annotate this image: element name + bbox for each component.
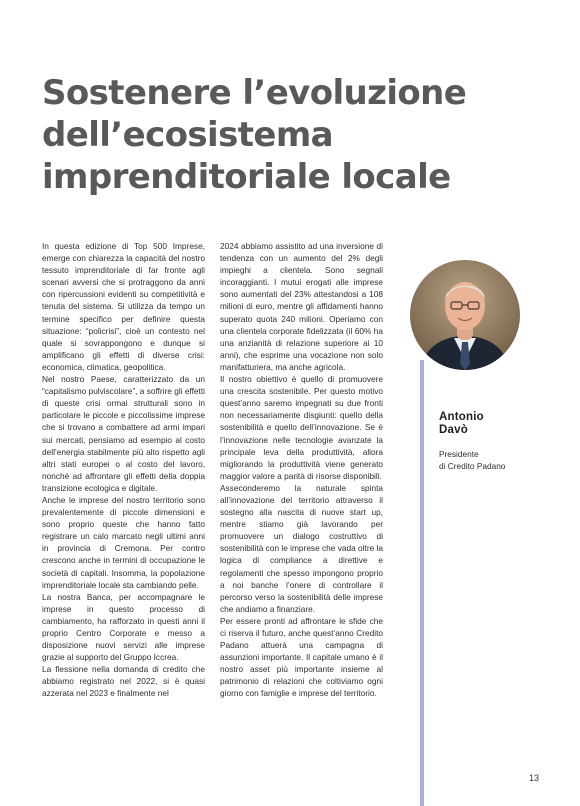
accent-divider: [420, 360, 424, 806]
page-title: [42, 72, 467, 198]
author-role: [439, 448, 559, 472]
page-number: 13: [529, 773, 540, 783]
paragraph: Il nostro obiettivo è quello di promuovere una crescita sostenibile. Per questo motivo quest’anno saremo impegnati su due fronti non necessariamente disgiunti: quello della sostenibilità e quello dell’innovazione. Se è l’innovazione nelle tecnologie avanzate la principale leva della produttività, allora migliorando la produttività viene generato maggior valore a parità di risorse disponibili.: [220, 374, 383, 481]
author-name-line: Davò: [439, 424, 468, 436]
author-portrait: [410, 260, 520, 370]
paragraph: Per essere pronti ad affrontare le sfide che ci riserva il futuro, anche quest’anno Credito Padano attuerà una campagna di assunzioni importante. Il capitale umano è il nostro asset più importante insieme al patrimonio di relazioni che coltiviamo ogni giorno con famiglie e imprese del territorio.: [220, 615, 383, 699]
article-column-middle: [220, 240, 383, 700]
title-line: imprenditoriale locale: [42, 157, 451, 197]
author-name: [439, 411, 559, 437]
author-name-line: Antonio: [439, 411, 484, 423]
paragraph: Nel nostro Paese, caratterizzato da un “capitalismo pulviscolare”, a soffrire gli effetti di queste crisi ormai strutturali sono in particolare le piccole e piccolissime imprese che si trovano a combattere ad armi impari sui mercati, pensiamo ad esempio al costo dell’energia stabilmente più alto rispetto agli altri stati europei o al costo del lavoro, nonché ad affrontare gli effetti della doppia transizione ecologica e digitale.: [42, 374, 205, 493]
paragraph: La nostra Banca, per accompagnare le imprese in questo processo di cambiamento, ha rafforzato in questi anni il proprio Centro Corporate e messo a disposizione nuovi servizi alle imprese grazie al supporto del Gruppo Iccrea.: [42, 591, 205, 663]
paragraph: 2024 abbiamo assistito ad una inversione di tendenza con un aumento del 2% degli impieghi a clientela. Sono segnali incoraggianti. I mutui erogati alle imprese sono aumentati del 23% attestandosi a 108 milioni di euro, mentre gli affidamenti hanno superato quota 240 milioni. Operiamo con una clientela corporate fidelizzata (il 60% ha una anzianità di relazione superiore ai 10 anni), che esprime una vocazione non solo manifatturiera, ma anche agricola.: [220, 241, 383, 372]
paragraph: In questa edizione di Top 500 Imprese, emerge con chiarezza la capacità del nostro tessuto imprenditoriale di far fronte agli scenari avversi che si protraggono da anni con ripercussioni evidenti su competitività e tenuta del sistema. Si utilizza da tempo un termine specifico per definire questa situazione: “policrisi”, cioè un contesto nel quale si sovrappongono e dunque si amplificano gli effetti di diverse crisi: economica, climatica, geopolitica.: [42, 241, 205, 372]
paragraph: Asseconderemo la naturale spinta all’innovazione del territorio attraverso il sostegno alla nascita di nuove start up, mentre stiamo già lavorando per promuovere un dialogo costruttivo di sostenibilità con le imprese che vada oltre la logica di compliance a direttive e regolamenti che spesso impongono proprio a noi banche l’onere di controllare il percorso verso la sostenibilità delle imprese che andiamo a finanziare.: [220, 482, 383, 614]
paragraph: La flessione nella domanda di credito che abbiamo registrato nel 2022, si è quasi azzerata nel 2023 e finalmente nel: [42, 664, 205, 699]
author-role-line: di Credito Padano: [439, 461, 506, 471]
title-line: Sostenere l’evoluzione: [42, 73, 467, 113]
author-role-line: Presidente: [439, 449, 479, 459]
title-line: dell’ecosistema: [42, 115, 334, 155]
article-column-left: [42, 240, 205, 700]
paragraph: Anche le imprese del nostro territorio sono prevalentemente di piccole dimensioni e sono proprio queste che hanno fatto registrare un calo marcato negli ultimi anni in provincia di Cremona. Per contro crescono anche in termini di occupazione le società di capitali. Insomma, la popolazione imprenditoriale locale sta cambiando pelle.: [42, 494, 205, 590]
